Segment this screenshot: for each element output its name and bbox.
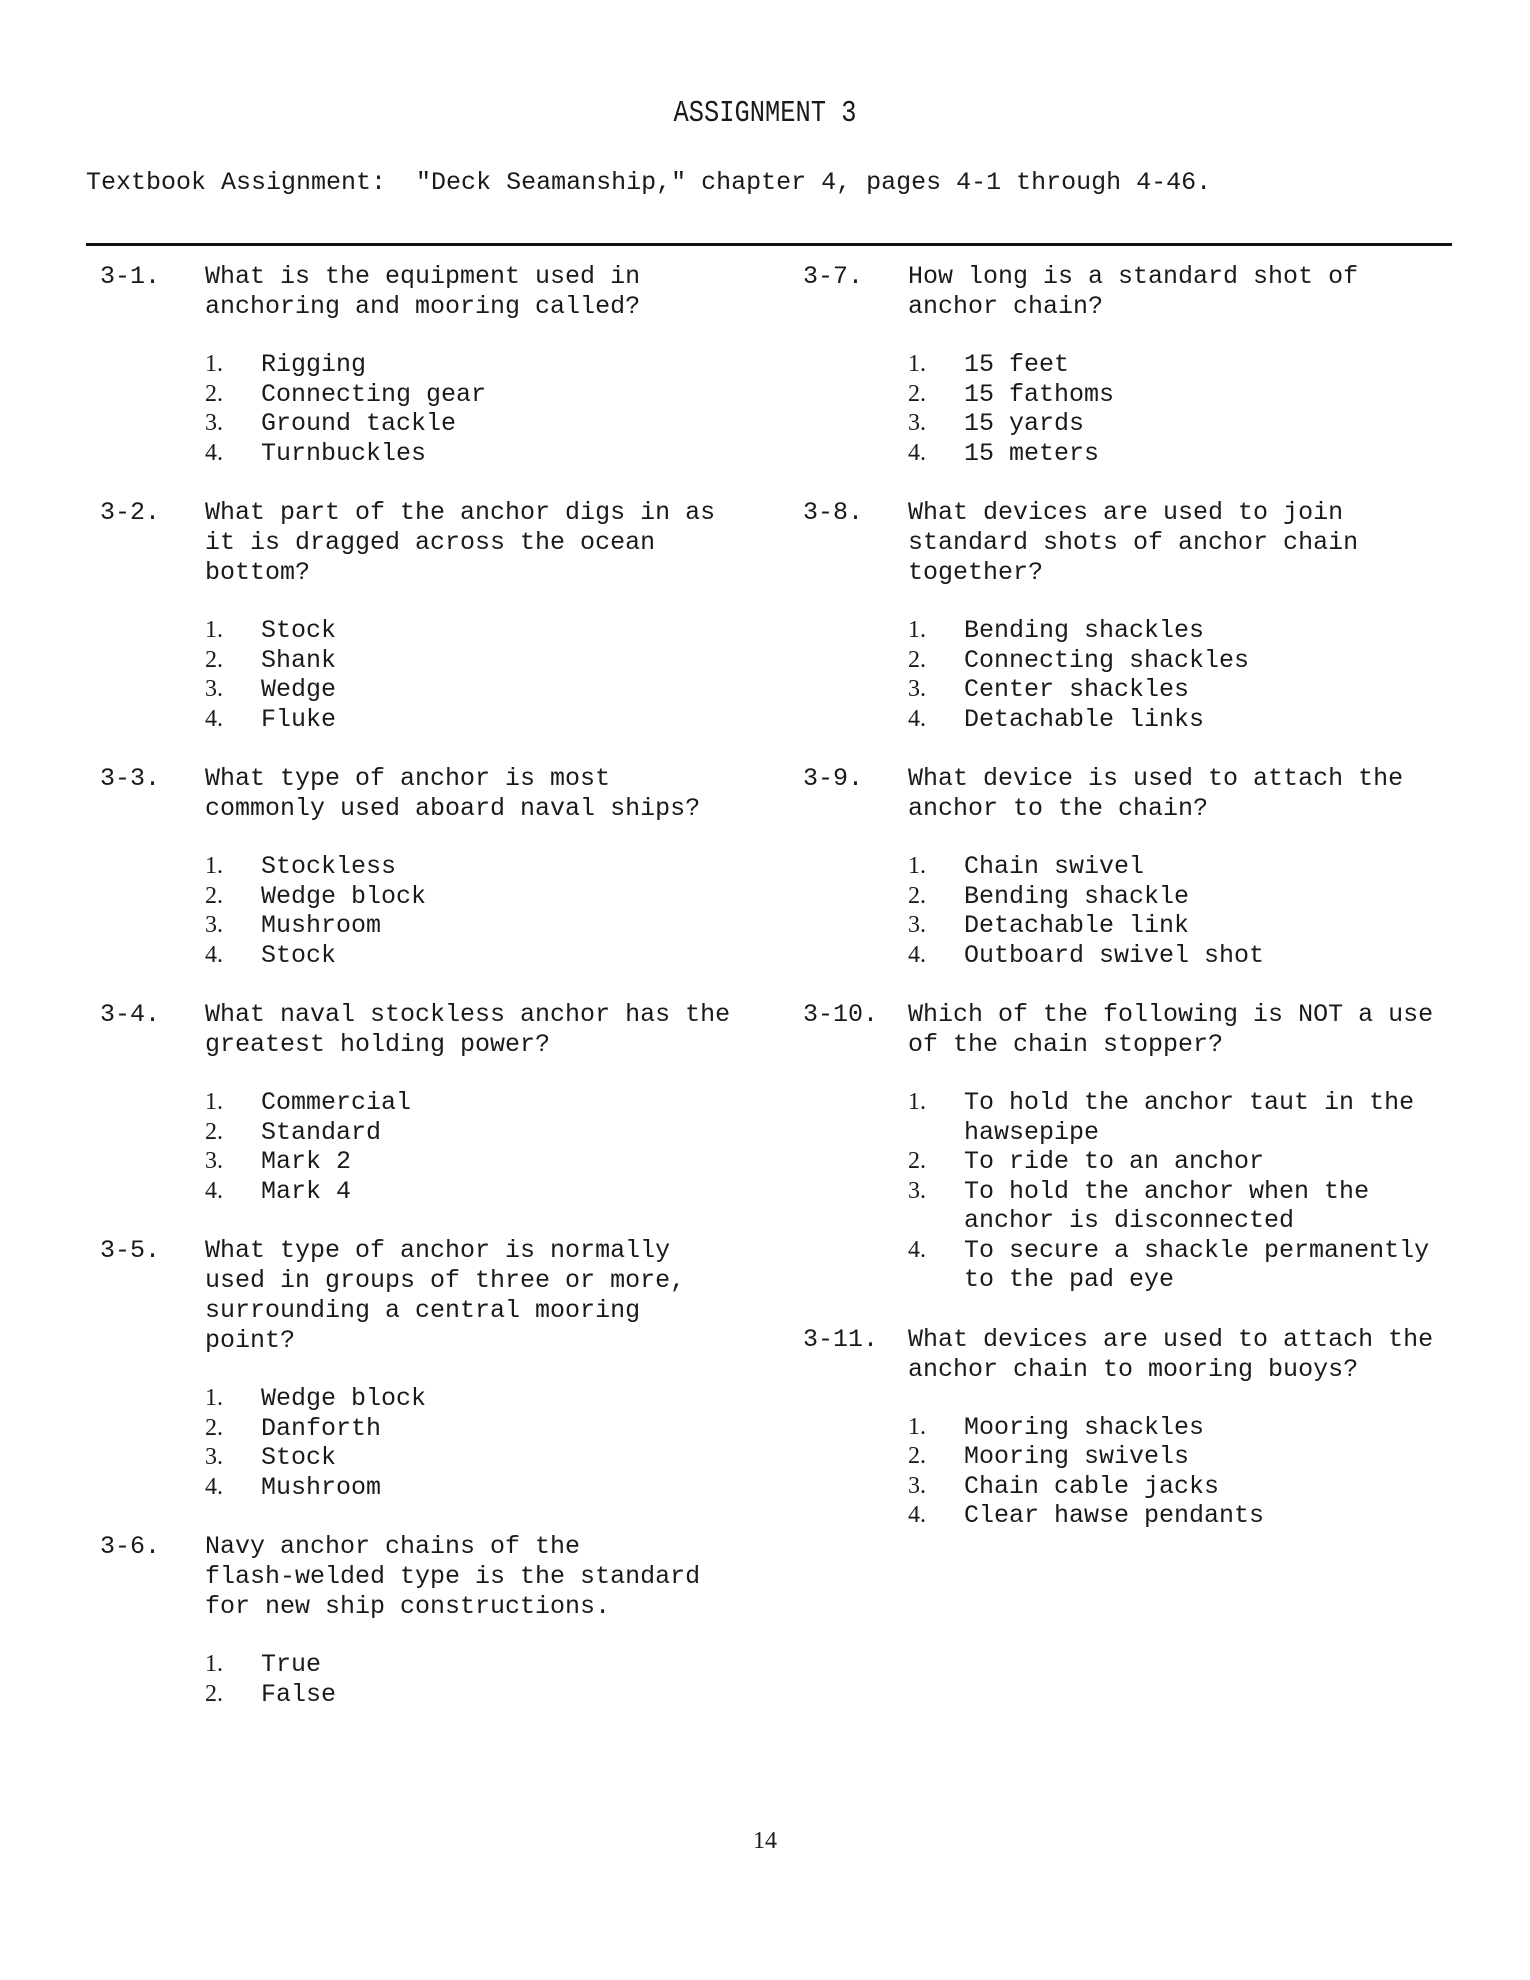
option-number: 2. xyxy=(205,1118,223,1145)
answer-option xyxy=(205,1088,780,1118)
option-text: Mark 4 xyxy=(261,1176,352,1206)
answer-option xyxy=(205,1118,780,1148)
option-text: Connecting gear xyxy=(261,379,487,409)
answer-options xyxy=(205,616,780,734)
option-text: Mushroom xyxy=(261,1472,382,1502)
option-number: 2. xyxy=(908,380,926,407)
textbook-assignment-line: Textbook Assignment: "Deck Seamanship," chapter 4, pages 4-1 through 4-46. xyxy=(86,168,1212,197)
option-text: Center shackles xyxy=(964,675,1190,704)
answer-option xyxy=(205,1177,780,1207)
option-text: Mooring swivels xyxy=(964,1442,1190,1471)
option-number: 3. xyxy=(205,410,223,436)
answer-option xyxy=(908,852,1483,882)
option-text: Detachable link xyxy=(964,911,1190,940)
answer-option xyxy=(205,911,780,941)
option-number: 2. xyxy=(205,1680,223,1707)
option-number: 2. xyxy=(908,882,926,909)
option-text: Connecting shackles xyxy=(964,645,1250,675)
answer-option xyxy=(205,1414,780,1444)
answer-option xyxy=(908,1501,1483,1531)
option-text: Wedge block xyxy=(261,1384,427,1413)
option-text: Stock xyxy=(261,1443,337,1472)
answer-option xyxy=(205,1680,780,1710)
question xyxy=(803,1325,1483,1531)
question-text: What type of anchor is most commonly used aboard naval ships? xyxy=(205,764,701,823)
question-number: 3-3. xyxy=(100,764,161,793)
question-text: What device is used to attach the anchor to the chain? xyxy=(908,764,1404,823)
option-number: 4. xyxy=(205,1177,223,1204)
option-number: 1. xyxy=(908,617,926,643)
option-number: 1. xyxy=(908,1089,926,1115)
question-text: What part of the anchor digs in as it is dragged across the ocean bottom? xyxy=(205,498,716,587)
answer-option xyxy=(908,439,1483,469)
option-number: 3. xyxy=(908,1472,926,1499)
option-text: Mark 2 xyxy=(261,1147,352,1176)
answer-options xyxy=(205,1384,780,1502)
option-number: 4. xyxy=(205,941,223,968)
option-number: 3. xyxy=(908,1177,926,1204)
answer-option xyxy=(908,646,1483,676)
option-text: To hold the anchor taut in the hawsepipe xyxy=(964,1088,1415,1147)
option-text: Ground tackle xyxy=(261,409,457,438)
option-number: 4. xyxy=(205,705,223,732)
question xyxy=(100,1236,780,1502)
option-text: Mushroom xyxy=(261,911,382,940)
option-text: Stockless xyxy=(261,852,397,881)
answer-option xyxy=(908,409,1483,439)
option-number: 3. xyxy=(205,1444,223,1470)
option-number: 2. xyxy=(908,1443,926,1469)
answer-option xyxy=(205,646,780,676)
option-text: Danforth xyxy=(261,1413,382,1443)
question-text: What naval stockless anchor has the greatest holding power? xyxy=(205,1000,731,1059)
question-number: 3-8. xyxy=(803,498,864,527)
question-text: What is the equipment used in anchoring and mooring called? xyxy=(205,262,641,321)
option-number: 1. xyxy=(205,853,223,879)
option-number: 2. xyxy=(908,1148,926,1174)
question xyxy=(100,498,780,734)
answer-option xyxy=(908,1472,1483,1502)
option-number: 4. xyxy=(908,1502,926,1528)
answer-options xyxy=(205,1650,780,1709)
option-number: 4. xyxy=(908,941,926,968)
answer-options xyxy=(908,350,1483,468)
answer-option xyxy=(205,1443,780,1473)
answer-option xyxy=(205,1650,780,1680)
option-text: Stock xyxy=(261,940,337,970)
option-text: Wedge block xyxy=(261,881,427,911)
option-number: 1. xyxy=(908,853,926,879)
option-text: Commercial xyxy=(261,1088,412,1117)
question xyxy=(100,262,780,468)
question-number: 3-7. xyxy=(803,262,864,291)
answer-option xyxy=(908,380,1483,410)
question-text: What devices are used to attach the anchor chain to mooring buoys? xyxy=(908,1324,1434,1384)
answer-option xyxy=(205,882,780,912)
question xyxy=(100,1000,780,1206)
option-number: 3. xyxy=(205,1148,223,1174)
option-text: To hold the anchor when the anchor is disconnected xyxy=(964,1176,1370,1235)
option-number: 1. xyxy=(205,1651,223,1677)
answer-options xyxy=(205,852,780,970)
answer-option xyxy=(205,439,780,469)
question xyxy=(803,498,1483,734)
answer-options xyxy=(908,1088,1483,1295)
option-number: 3. xyxy=(908,676,926,702)
option-text: Standard xyxy=(261,1117,382,1147)
option-text: Fluke xyxy=(261,704,337,734)
answer-option xyxy=(205,1473,780,1503)
answer-option xyxy=(205,409,780,439)
answer-option xyxy=(908,941,1483,971)
option-text: To ride to an anchor xyxy=(964,1147,1265,1176)
option-number: 1. xyxy=(205,351,223,377)
question-text: Navy anchor chains of the flash-welded type is the standard for new ship constructions. xyxy=(205,1532,701,1621)
option-text: Chain cable jacks xyxy=(964,1471,1220,1501)
answer-option xyxy=(205,1384,780,1414)
question xyxy=(803,764,1483,970)
option-text: To secure a shackle permanently to the pad eye xyxy=(964,1235,1430,1294)
option-text: Detachable links xyxy=(964,704,1205,734)
answer-option xyxy=(908,882,1483,912)
option-text: 15 yards xyxy=(964,409,1085,438)
option-text: Turnbuckles xyxy=(261,438,427,468)
answer-option xyxy=(908,350,1483,380)
option-number: 1. xyxy=(908,351,926,377)
answer-option xyxy=(908,1236,1483,1295)
answer-option xyxy=(908,1413,1483,1443)
question-number: 3-10. xyxy=(803,1000,879,1029)
option-text: Bending shackle xyxy=(964,881,1190,911)
option-number: 4. xyxy=(908,1236,926,1263)
option-number: 3. xyxy=(205,912,223,938)
question-text: What devices are used to join standard shots of anchor chain together? xyxy=(908,498,1359,587)
question-number: 3-5. xyxy=(100,1236,161,1265)
option-number: 2. xyxy=(205,882,223,909)
answer-option xyxy=(908,616,1483,646)
answer-options xyxy=(908,852,1483,970)
page-number: 14 xyxy=(753,1828,777,1854)
answer-option xyxy=(205,705,780,735)
option-number: 4. xyxy=(205,439,223,466)
option-text: 15 meters xyxy=(964,438,1100,468)
answer-option xyxy=(205,941,780,971)
answer-option xyxy=(908,1088,1483,1147)
answer-options xyxy=(205,350,780,468)
right-question-column xyxy=(803,262,1483,1561)
option-number: 3. xyxy=(908,912,926,938)
left-question-column xyxy=(100,262,780,1739)
question xyxy=(100,764,780,970)
option-number: 2. xyxy=(205,1414,223,1441)
answer-option xyxy=(205,380,780,410)
question-number: 3-6. xyxy=(100,1532,161,1561)
option-number: 4. xyxy=(908,439,926,466)
question-number: 3-11. xyxy=(803,1324,879,1354)
option-text: 15 feet xyxy=(964,350,1070,379)
question-text: How long is a standard shot of anchor chain? xyxy=(908,262,1359,321)
option-number: 1. xyxy=(908,1413,926,1440)
answer-options xyxy=(908,616,1483,734)
answer-option xyxy=(205,1147,780,1177)
answer-option xyxy=(908,705,1483,735)
option-text: Bending shackles xyxy=(964,616,1205,645)
option-number: 4. xyxy=(908,705,926,732)
option-text: True xyxy=(261,1650,322,1679)
option-text: Outboard swivel shot xyxy=(964,940,1265,970)
question xyxy=(100,1532,780,1709)
option-text: 15 fathoms xyxy=(964,379,1115,409)
option-text: Mooring shackles xyxy=(964,1412,1205,1442)
option-number: 2. xyxy=(205,646,223,673)
answer-option xyxy=(205,616,780,646)
option-number: 3. xyxy=(908,410,926,436)
question-text: What type of anchor is normally used in groups of three or more, surrounding a central mooring point? xyxy=(205,1236,686,1355)
option-text: Clear hawse pendants xyxy=(964,1501,1265,1530)
option-text: False xyxy=(261,1679,337,1709)
answer-option xyxy=(908,1177,1483,1236)
answer-options xyxy=(908,1413,1483,1531)
question-number: 3-2. xyxy=(100,498,161,527)
option-text: Rigging xyxy=(261,350,367,379)
answer-option xyxy=(908,1147,1483,1177)
option-number: 4. xyxy=(205,1473,223,1500)
answer-options xyxy=(205,1088,780,1206)
question-number: 3-4. xyxy=(100,1000,161,1029)
question-text: Which of the following is NOT a use of the chain stopper? xyxy=(908,1000,1434,1059)
option-text: Chain swivel xyxy=(964,852,1145,881)
option-text: Wedge xyxy=(261,675,337,704)
option-number: 1. xyxy=(205,1089,223,1115)
option-text: Stock xyxy=(261,616,337,645)
option-number: 1. xyxy=(205,617,223,643)
option-number: 2. xyxy=(908,646,926,673)
question xyxy=(803,262,1483,468)
question-number: 3-9. xyxy=(803,764,864,793)
answer-option xyxy=(908,911,1483,941)
option-number: 2. xyxy=(205,380,223,407)
question-number: 3-1. xyxy=(100,262,161,291)
answer-option xyxy=(205,675,780,705)
answer-option xyxy=(205,350,780,380)
option-text: Shank xyxy=(261,645,337,675)
header-divider xyxy=(86,243,1452,246)
question xyxy=(803,1000,1483,1295)
answer-option xyxy=(908,1442,1483,1472)
assignment-title: ASSIGNMENT 3 xyxy=(673,96,857,131)
answer-option xyxy=(205,852,780,882)
option-number: 3. xyxy=(205,676,223,702)
answer-option xyxy=(908,675,1483,705)
option-number: 1. xyxy=(205,1385,223,1411)
